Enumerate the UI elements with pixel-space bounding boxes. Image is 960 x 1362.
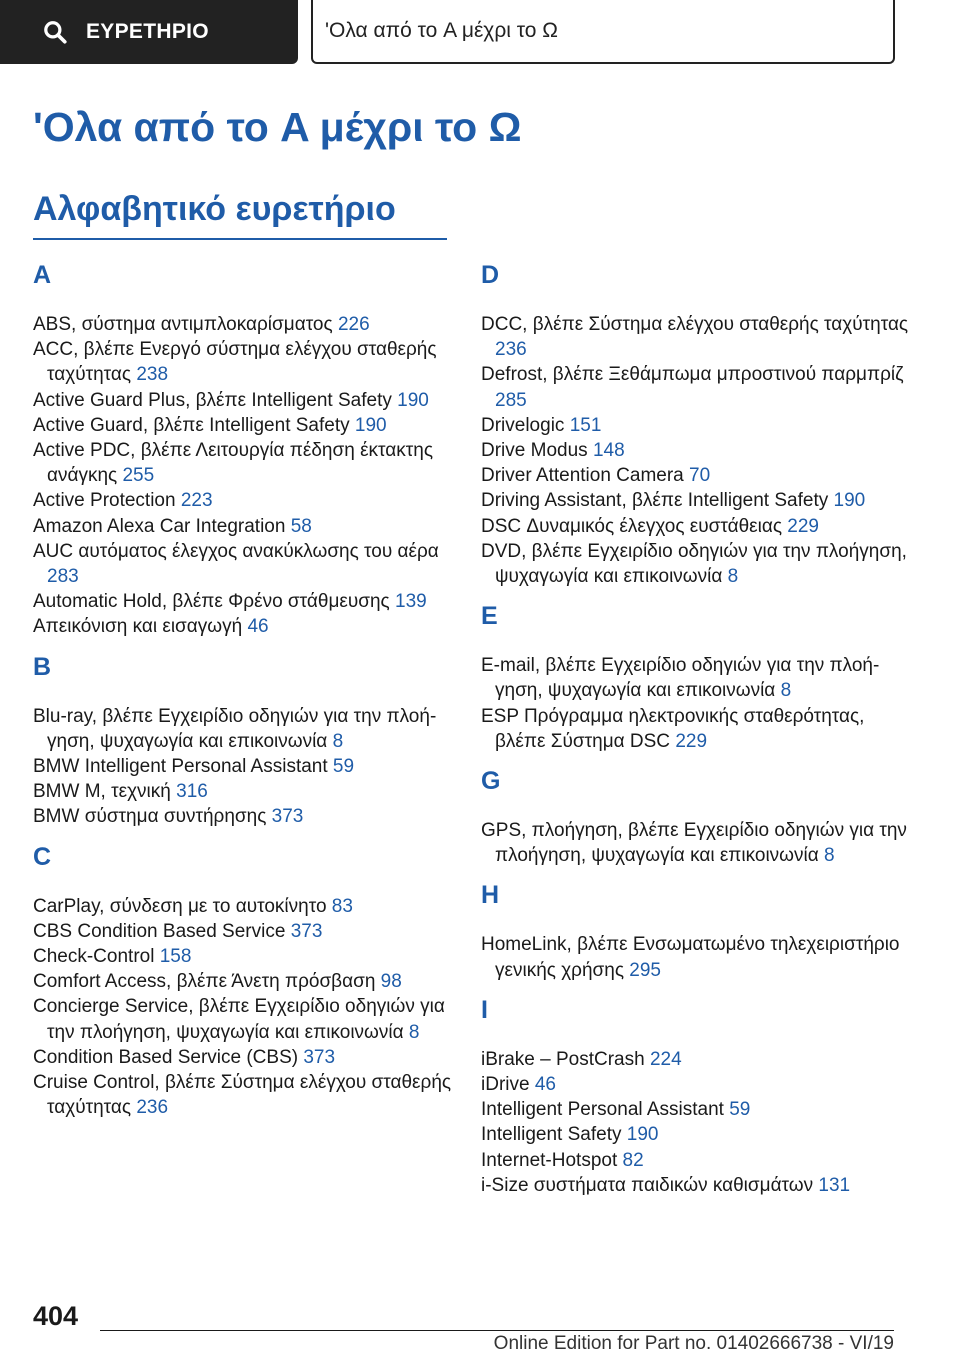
index-entry <box>481 932 911 982</box>
index-column-left <box>33 252 453 1120</box>
index-entry-page-link[interactable]: 229 <box>675 730 708 752</box>
index-entry <box>33 438 453 488</box>
index-entry <box>481 818 911 868</box>
index-letter-heading: E <box>481 602 498 631</box>
top-navigation-bar <box>0 0 960 66</box>
index-entry-text: Active PDC, βλέπε Λειτουργία πέδηση έκτακτης ανάγκης <box>33 440 433 487</box>
index-entry-page-link[interactable]: 238 <box>136 364 169 386</box>
index-entry-text: Intelligent Personal Assistant <box>481 1099 724 1121</box>
index-entry-text: Amazon Alexa Car Integration <box>33 515 286 537</box>
index-entry <box>33 944 453 969</box>
index-entry-text: Drivelogic <box>481 414 565 436</box>
index-entry <box>33 614 453 639</box>
index-entry-page-link[interactable]: 373 <box>271 806 304 828</box>
index-entry <box>481 488 911 513</box>
index-entry <box>33 413 453 438</box>
index-letter-heading: A <box>33 261 52 289</box>
index-entry-page-link[interactable]: 373 <box>290 920 323 942</box>
index-letter-heading: D <box>481 261 500 289</box>
index-entry-page-link[interactable]: 151 <box>569 414 602 436</box>
index-entry-text: Concierge Service, βλέπε Εγχειρίδιο οδηγιών για την πλοήγηση, ψυχαγωγία και επικοινωνία <box>33 996 445 1043</box>
index-entry <box>481 362 911 412</box>
index-entry-page-link[interactable]: 46 <box>534 1074 556 1096</box>
index-entry-text: Defrost, βλέπε Ξεθάμπωμα μπροστινού παρμπρίζ <box>481 364 904 386</box>
index-entry-text: Driver Attention Camera <box>481 465 684 487</box>
index-entry-text: Driving Assistant, βλέπε Intelligent Safety <box>481 490 829 512</box>
index-entry-page-link[interactable]: 158 <box>159 946 192 968</box>
index-entry-text: GPS, πλοήγηση, βλέπε Εγχειρίδιο οδηγιών για την πλοήγηση, ψυχαγωγία και επικοινωνία <box>481 820 907 867</box>
index-entry-text: Active Protection <box>33 490 176 512</box>
index-entry-page-link[interactable]: 190 <box>354 414 387 436</box>
index-entry-page-link[interactable]: 8 <box>727 566 739 588</box>
index-entry-text: BMW M, τεχνική <box>33 781 171 803</box>
index-entry-page-link[interactable]: 131 <box>818 1174 851 1196</box>
index-entry-text: BMW Intelligent Personal Assistant <box>33 756 328 778</box>
index-entry-page-link[interactable]: 190 <box>397 389 429 411</box>
index-entry-page-link[interactable]: 283 <box>47 566 79 588</box>
index-letter-heading: C <box>33 842 52 871</box>
index-entry-text: DVD, βλέπε Εγχειρίδιο οδηγιών για την πλοήγηση, ψυχαγωγία και επικοινωνία <box>481 540 907 588</box>
index-entry <box>33 754 453 779</box>
index-entry <box>33 1070 453 1120</box>
index-entry-page-link[interactable]: 236 <box>136 1097 169 1119</box>
index-entry <box>481 1122 911 1147</box>
index-entry-page-link[interactable]: 83 <box>331 895 353 917</box>
index-entry-page-link[interactable]: 148 <box>592 440 625 462</box>
index-entry-text: ESP Πρόγραμμα ηλεκτρονικής σταθερότητας, βλέπε Σύστημα DSC <box>481 705 865 752</box>
index-letter-heading: I <box>481 995 488 1024</box>
index-entry <box>481 413 911 438</box>
page-title: 'Ολα από το A μέχρι το Ω <box>33 104 522 150</box>
index-letter-heading: B <box>33 652 52 681</box>
index-entry-page-link[interactable]: 226 <box>337 314 370 335</box>
index-entry-page-link[interactable]: 98 <box>380 971 402 993</box>
index-entry <box>33 539 453 589</box>
index-entry-page-link[interactable]: 8 <box>332 730 344 752</box>
index-entry <box>33 312 453 337</box>
index-entry-page-link[interactable]: 59 <box>729 1099 751 1121</box>
index-entry <box>33 589 453 614</box>
index-entry-text: Internet-Hotspot <box>481 1149 618 1171</box>
index-entry-text: ACC, βλέπε Ενεργό σύστημα ελέγχου σταθερής ταχύτητας <box>33 339 437 386</box>
search-icon <box>42 19 68 45</box>
index-entry-page-link[interactable]: 8 <box>780 680 792 702</box>
index-entry <box>481 704 911 754</box>
index-entry <box>481 1148 911 1173</box>
index-entry <box>481 539 911 589</box>
index-entry <box>481 514 911 539</box>
index-entry <box>33 514 453 539</box>
edition-note: Online Edition for Part no. 01402666738 - VI/19 <box>493 1333 894 1354</box>
index-entry-text: iDrive <box>481 1074 530 1096</box>
index-entry-page-link[interactable]: 190 <box>626 1124 659 1146</box>
index-entry-text: Blu-ray, βλέπε Εγχειρίδιο οδηγιών για την πλοήγηση, ψυχαγωγία και επικοινωνία <box>33 705 437 752</box>
index-search-tab[interactable] <box>0 0 298 64</box>
index-entry <box>481 653 911 703</box>
index-entry-page-link[interactable]: 58 <box>290 515 312 537</box>
index-search-label: ΕΥΡΕΤΗΡΙΟ <box>86 20 209 43</box>
index-entry-text: Drive Modus <box>481 440 588 462</box>
index-entry-text: DSC Δυναμικός έλεγχος ευστάθειας <box>481 515 783 537</box>
index-entry-page-link[interactable]: 316 <box>176 781 208 803</box>
index-entry-text: Απεικόνιση και εισαγωγή <box>33 616 243 638</box>
index-entry-text: iBrake – PostCrash <box>481 1048 645 1070</box>
index-entry <box>481 1072 911 1097</box>
index-entry-text: Active Guard Plus, βλέπε Intelligent Safety <box>33 389 392 411</box>
index-entry-page-link[interactable]: 70 <box>689 465 711 487</box>
page-number: 404 <box>33 1301 79 1331</box>
index-entry <box>33 919 453 944</box>
index-entry-page-link[interactable]: 229 <box>787 515 819 537</box>
index-entry-text: CarPlay, σύνδεση με το αυτοκίνητο <box>33 895 327 917</box>
index-entry-page-link[interactable]: 223 <box>180 490 213 512</box>
index-entry <box>33 488 453 513</box>
index-entry-text: AUC αυτόματος έλεγχος ανακύκλωσης του αέρα <box>33 540 439 562</box>
breadcrumb[interactable]: 'Ολα από το A μέχρι το Ω <box>311 0 895 64</box>
index-entry-page-link[interactable]: 285 <box>495 389 527 411</box>
index-entry-text: CBS Condition Based Service <box>33 920 286 942</box>
index-entry <box>481 463 911 488</box>
index-entry-text: Comfort Access, βλέπε Άνετη πρόσβαση <box>33 971 376 993</box>
index-entry-text: ABS, σύστημα αντιμπλοκαρίσματος <box>33 314 333 335</box>
heading-divider <box>33 238 447 240</box>
index-entry <box>481 312 911 362</box>
index-entry-page-link[interactable]: 8 <box>408 1021 420 1043</box>
index-entry <box>481 438 911 463</box>
index-entry-text: Cruise Control, βλέπε Σύστημα ελέγχου σταθερής ταχύτητας <box>33 1072 452 1119</box>
index-entry-page-link[interactable]: 46 <box>247 616 269 638</box>
index-entry <box>33 779 453 804</box>
index-entry <box>481 1097 911 1122</box>
index-entry-text: Check-Control <box>33 946 155 968</box>
index-entry-text: Condition Based Service (CBS) <box>33 1046 299 1068</box>
index-entry-text: E-mail, βλέπε Εγχειρίδιο οδηγιών για την πλοήγηση, ψυχαγωγία και επικοινωνία <box>481 655 880 702</box>
index-letter-heading: G <box>481 767 501 796</box>
index-letter-heading: H <box>481 881 500 910</box>
index-entry-page-link[interactable]: 255 <box>122 465 155 487</box>
index-entry-page-link[interactable]: 373 <box>303 1046 336 1068</box>
index-entry <box>33 337 453 387</box>
index-entry-page-link[interactable]: 8 <box>824 845 835 867</box>
index-entry-page-link[interactable]: 82 <box>622 1149 644 1171</box>
index-column-right <box>481 252 911 1198</box>
section-heading: Αλφαβητικό ευρετήριο <box>33 190 396 228</box>
index-entry-text: i-Size συστήματα παιδικών καθισμάτων <box>481 1174 814 1196</box>
index-entry-text: Active Guard, βλέπε Intelligent Safety <box>33 414 350 436</box>
index-entry-page-link[interactable]: 190 <box>833 490 866 512</box>
footer-divider <box>100 1330 894 1331</box>
index-entry <box>33 704 453 754</box>
index-entry <box>33 1045 453 1070</box>
index-entry <box>33 969 453 994</box>
index-entry-page-link[interactable]: 59 <box>332 756 355 778</box>
index-entry-page-link[interactable]: 139 <box>395 591 427 613</box>
index-entry-text: Automatic Hold, βλέπε Φρένο στάθμευσης <box>33 591 390 613</box>
index-entry-text: BMW σύστημα συντήρησης <box>33 806 267 828</box>
index-entry-page-link[interactable]: 295 <box>629 959 661 981</box>
index-entry-text: Intelligent Safety <box>481 1124 622 1146</box>
index-entry-text: HomeLink, βλέπε Ενσωματωμένο τηλεχειριστήριο γενικής χρήσης <box>481 934 900 981</box>
index-entry <box>481 1173 911 1198</box>
index-entry-page-link[interactable]: 236 <box>495 339 527 361</box>
index-entry <box>33 994 453 1044</box>
index-entry <box>33 894 453 919</box>
index-entry-text: DCC, βλέπε Σύστημα ελέγχου σταθερής ταχύτητας <box>481 314 909 335</box>
index-entry-page-link[interactable]: 224 <box>649 1048 682 1070</box>
index-entry <box>33 804 453 829</box>
index-entry <box>33 388 453 413</box>
index-entry <box>481 1047 911 1072</box>
